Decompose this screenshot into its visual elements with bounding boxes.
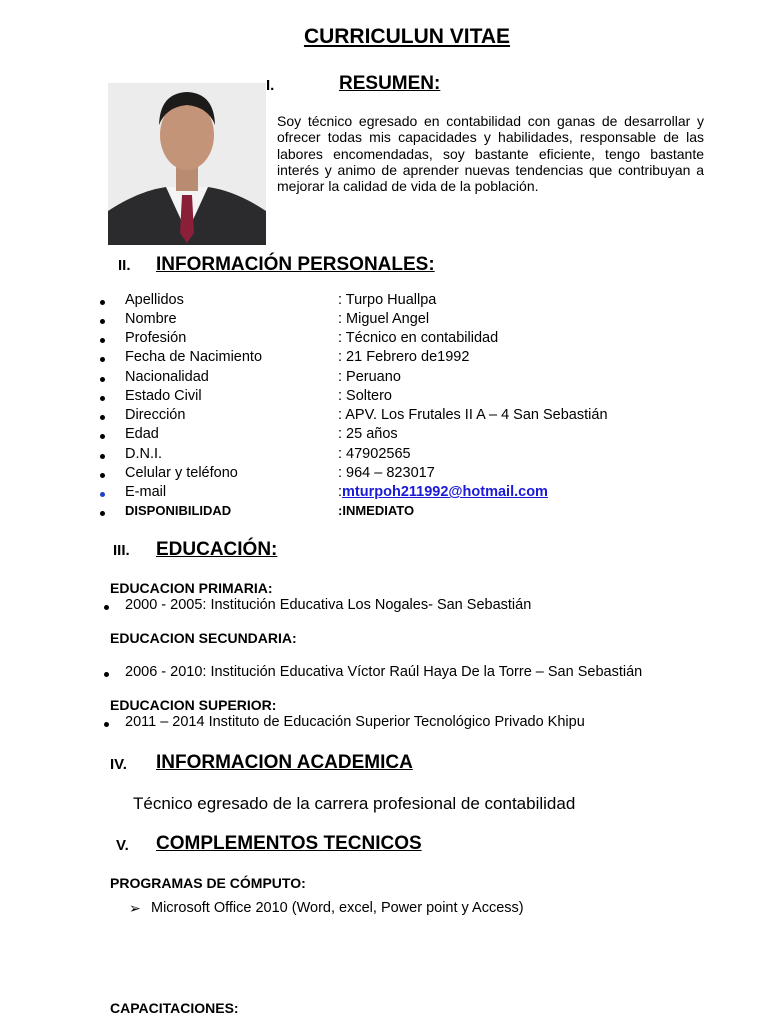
bullet-icon	[104, 605, 109, 610]
personal-row-nacionalidad	[0, 369, 768, 388]
bullet-icon	[100, 396, 105, 401]
bullet-icon	[100, 415, 105, 420]
bullet-icon	[100, 511, 105, 516]
personal-value: : 21 Febrero de1992	[338, 349, 470, 365]
personal-row-nombre	[0, 311, 768, 330]
personal-label: Nacionalidad	[125, 369, 209, 385]
bullet-icon	[100, 454, 105, 459]
personal-label: Apellidos	[125, 292, 184, 308]
section-title-personales: INFORMACIÓN PERSONALES:	[156, 254, 435, 275]
personal-label: Fecha de Nacimiento	[125, 349, 263, 365]
document-title: CURRICULUN VITAE	[303, 25, 511, 48]
bullet-icon	[100, 300, 105, 305]
bullet-icon	[104, 672, 109, 677]
personal-value: : Peruano	[338, 369, 401, 385]
personal-row-celular	[0, 465, 768, 484]
section-number-educacion: III.	[113, 542, 130, 559]
education-secundaria-title: EDUCACION SECUNDARIA:	[110, 630, 297, 646]
email-link[interactable]: mturpoh211992@hotmail.com	[342, 484, 548, 500]
section-number-academica: IV.	[110, 756, 127, 773]
education-item-text: 2011 – 2014 Instituto de Educación Superior Tecnológico Privado Khipu	[125, 714, 585, 730]
section-title-academica: INFORMACION ACADEMICA	[156, 752, 413, 773]
section-title-educacion: EDUCACIÓN:	[156, 539, 278, 560]
education-secundaria-item	[125, 664, 642, 680]
academic-text: Técnico egresado de la carrera profesional de contabilidad	[133, 794, 576, 813]
personal-value: : 964 – 823017	[338, 465, 435, 481]
personal-label: D.N.I.	[125, 446, 163, 462]
personal-row-apellidos	[0, 292, 768, 311]
bullet-icon	[100, 319, 105, 324]
education-superior-title: EDUCACION SUPERIOR:	[110, 697, 277, 713]
bullet-icon	[100, 377, 105, 382]
personal-value: : 47902565	[338, 446, 411, 462]
personal-label: E-mail	[125, 484, 167, 500]
personal-value	[338, 484, 548, 500]
personal-label: Nombre	[125, 311, 177, 327]
personal-value: :INMEDIATO	[338, 503, 415, 518]
arrow-bullet-icon: ➢	[129, 900, 141, 916]
personal-row-edad	[0, 426, 768, 445]
profile-photo	[108, 83, 266, 245]
section-number-personales: II.	[118, 257, 131, 274]
personal-value: : Soltero	[338, 388, 392, 404]
section-number-complementos: V.	[116, 837, 129, 854]
personal-row-fecha-nacimiento	[0, 349, 768, 368]
personal-label: Dirección	[125, 407, 186, 423]
profile-photo-image	[108, 83, 266, 245]
bullet-icon	[100, 434, 105, 439]
section-number-resumen: I.	[266, 77, 275, 94]
personal-label: Edad	[125, 426, 159, 442]
personal-label: Celular y teléfono	[125, 465, 238, 481]
programas-title: PROGRAMAS DE CÓMPUTO:	[110, 875, 306, 891]
bullet-icon	[100, 492, 105, 497]
education-item-text: 2006 - 2010: Institución Educativa Víctor Raúl Haya De la Torre – San Sebastián	[125, 664, 643, 680]
education-primaria-title: EDUCACION PRIMARIA:	[110, 580, 273, 596]
capacitaciones-title: CAPACITACIONES:	[110, 1000, 239, 1016]
personal-row-profesion	[0, 330, 768, 349]
personal-row-direccion	[0, 407, 768, 426]
education-primaria-item	[125, 597, 531, 613]
personal-row-disponibilidad	[0, 503, 768, 522]
personal-value: : Turpo Huallpa	[338, 292, 437, 308]
bullet-icon	[100, 338, 105, 343]
programas-item: Microsoft Office 2010 (Word, excel, Power point y Access)	[151, 900, 524, 916]
personal-value: : Miguel Angel	[338, 311, 430, 327]
email-prefix: :	[338, 484, 343, 500]
education-superior-item	[125, 714, 585, 730]
personal-value: : APV. Los Frutales II A – 4 San Sebastián	[338, 407, 608, 423]
personal-label: Estado Civil	[125, 388, 202, 404]
section-title-complementos: COMPLEMENTOS TECNICOS	[156, 833, 422, 854]
education-item-text: 2000 - 2005: Institución Educativa Los Nogales- San Sebastián	[125, 597, 532, 613]
summary-text: Soy técnico egresado en contabilidad con ganas de desarrollar y ofrecer todas mis capacidades y habilidades, responsable de las labores encomendadas, soy bastante eficiente, tengo bastante interés y animo de aprender nuevas tendencias que contribuyan a mejorar la calidad de vida de la población.	[277, 113, 704, 195]
personal-row-email	[0, 484, 768, 503]
bullet-icon	[100, 357, 105, 362]
personal-value: : 25 años	[338, 426, 398, 442]
bullet-icon	[100, 473, 105, 478]
bullet-icon	[104, 722, 109, 727]
personal-label: Profesión	[125, 330, 187, 346]
personal-value: : Técnico en contabilidad	[338, 330, 499, 346]
personal-label: DISPONIBILIDAD	[125, 503, 232, 518]
personal-row-estado-civil	[0, 388, 768, 407]
section-title-resumen: RESUMEN:	[339, 73, 441, 94]
personal-row-dni	[0, 446, 768, 465]
